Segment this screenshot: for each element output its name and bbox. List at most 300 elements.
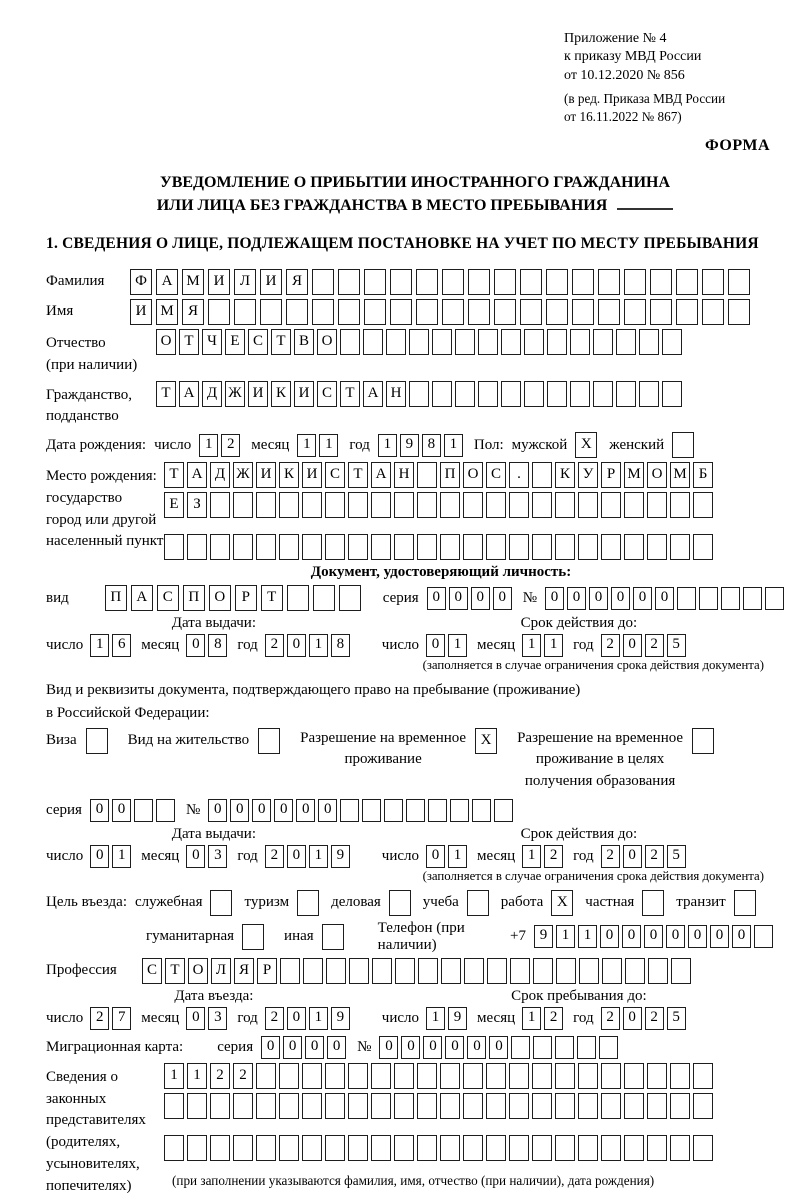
stay-issue-month-cells[interactable]	[186, 845, 230, 868]
char-cell[interactable]	[406, 799, 425, 822]
char-cell[interactable]	[417, 462, 437, 488]
char-cell[interactable]	[509, 534, 529, 560]
char-cell[interactable]: 0	[90, 845, 109, 868]
char-cell[interactable]: 1	[309, 1007, 328, 1030]
char-cell[interactable]	[440, 1063, 460, 1089]
birth-place-cells-row3[interactable]	[164, 534, 716, 560]
char-cell[interactable]: А	[131, 585, 153, 611]
char-cell[interactable]	[455, 381, 475, 407]
char-cell[interactable]: 3	[208, 1007, 227, 1030]
char-cell[interactable]	[416, 269, 438, 295]
char-cell[interactable]: 0	[287, 1007, 306, 1030]
char-cell[interactable]	[256, 1135, 276, 1161]
char-cell[interactable]: 0	[611, 587, 630, 610]
char-cell[interactable]	[532, 1093, 552, 1119]
issue-day-cells[interactable]	[90, 634, 134, 657]
char-cell[interactable]	[210, 492, 230, 518]
char-cell[interactable]: О	[209, 585, 231, 611]
char-cell[interactable]	[692, 728, 714, 754]
char-cell[interactable]: 0	[600, 925, 619, 948]
char-cell[interactable]: П	[440, 462, 460, 488]
char-cell[interactable]: 2	[601, 634, 620, 657]
char-cell[interactable]	[624, 1093, 644, 1119]
char-cell[interactable]: М	[156, 299, 178, 325]
char-cell[interactable]	[302, 534, 322, 560]
char-cell[interactable]	[394, 1063, 414, 1089]
char-cell[interactable]	[441, 958, 461, 984]
char-cell[interactable]	[395, 958, 415, 984]
char-cell[interactable]	[598, 299, 620, 325]
purpose-tourism-checkbox[interactable]	[297, 890, 323, 916]
char-cell[interactable]	[233, 534, 253, 560]
char-cell[interactable]: .	[509, 462, 529, 488]
char-cell[interactable]	[417, 534, 437, 560]
char-cell[interactable]: Л	[234, 269, 256, 295]
char-cell[interactable]	[390, 299, 412, 325]
temp-residence-checkbox[interactable]	[475, 728, 501, 754]
char-cell[interactable]: 1	[522, 1007, 541, 1030]
char-cell[interactable]	[364, 299, 386, 325]
char-cell[interactable]: Е	[225, 329, 245, 355]
char-cell[interactable]	[463, 1063, 483, 1089]
char-cell[interactable]	[134, 799, 153, 822]
char-cell[interactable]	[599, 1036, 618, 1059]
char-cell[interactable]: Т	[261, 585, 283, 611]
char-cell[interactable]	[676, 269, 698, 295]
entry-year-cells[interactable]	[265, 1007, 353, 1030]
representatives-cells-row1[interactable]	[164, 1063, 716, 1089]
char-cell[interactable]	[256, 1063, 276, 1089]
char-cell[interactable]: 0	[305, 1036, 324, 1059]
char-cell[interactable]: 8	[422, 434, 441, 457]
char-cell[interactable]: 0	[567, 587, 586, 610]
stay-number-cells[interactable]	[208, 799, 516, 822]
char-cell[interactable]: 0	[379, 1036, 398, 1059]
char-cell[interactable]: 0	[287, 634, 306, 657]
char-cell[interactable]	[486, 492, 506, 518]
char-cell[interactable]: 0	[545, 587, 564, 610]
char-cell[interactable]	[338, 269, 360, 295]
char-cell[interactable]	[313, 585, 335, 611]
char-cell[interactable]: О	[647, 462, 667, 488]
char-cell[interactable]	[555, 534, 575, 560]
purpose-official-checkbox[interactable]	[210, 890, 236, 916]
char-cell[interactable]: 2	[601, 1007, 620, 1030]
expiry-year-cells[interactable]	[601, 634, 689, 657]
char-cell[interactable]: 0	[622, 925, 641, 948]
char-cell[interactable]: С	[317, 381, 337, 407]
char-cell[interactable]: П	[183, 585, 205, 611]
char-cell[interactable]	[303, 958, 323, 984]
char-cell[interactable]: 1	[522, 634, 541, 657]
char-cell[interactable]	[624, 269, 646, 295]
char-cell[interactable]	[532, 492, 552, 518]
char-cell[interactable]: 9	[534, 925, 553, 948]
char-cell[interactable]: Я	[182, 299, 204, 325]
char-cell[interactable]: 0	[644, 925, 663, 948]
char-cell[interactable]	[486, 1063, 506, 1089]
char-cell[interactable]: 8	[208, 634, 227, 657]
char-cell[interactable]: С	[248, 329, 268, 355]
char-cell[interactable]: 1	[90, 634, 109, 657]
char-cell[interactable]	[624, 1135, 644, 1161]
char-cell[interactable]: Б	[693, 462, 713, 488]
char-cell[interactable]	[616, 381, 636, 407]
char-cell[interactable]	[578, 1063, 598, 1089]
char-cell[interactable]	[693, 534, 713, 560]
char-cell[interactable]: 2	[210, 1063, 230, 1089]
char-cell[interactable]: П	[105, 585, 127, 611]
char-cell[interactable]	[210, 1135, 230, 1161]
char-cell[interactable]: 0	[427, 587, 446, 610]
char-cell[interactable]: 0	[186, 1007, 205, 1030]
char-cell[interactable]	[371, 534, 391, 560]
char-cell[interactable]: А	[179, 381, 199, 407]
char-cell[interactable]: 0	[623, 845, 642, 868]
char-cell[interactable]: К	[555, 462, 575, 488]
char-cell[interactable]: Т	[156, 381, 176, 407]
char-cell[interactable]: 0	[426, 634, 445, 657]
phone-cells[interactable]	[534, 925, 776, 948]
char-cell[interactable]: 0	[688, 925, 707, 948]
char-cell[interactable]	[509, 492, 529, 518]
char-cell[interactable]: 2	[265, 1007, 284, 1030]
char-cell[interactable]	[417, 1135, 437, 1161]
char-cell[interactable]	[233, 1135, 253, 1161]
char-cell[interactable]	[384, 799, 403, 822]
char-cell[interactable]	[348, 1135, 368, 1161]
char-cell[interactable]	[570, 381, 590, 407]
char-cell[interactable]: Д	[210, 462, 230, 488]
char-cell[interactable]	[520, 269, 542, 295]
char-cell[interactable]: 5	[667, 634, 686, 657]
entry-month-cells[interactable]	[186, 1007, 230, 1030]
char-cell[interactable]	[348, 1063, 368, 1089]
char-cell[interactable]	[302, 492, 322, 518]
char-cell[interactable]	[647, 1093, 667, 1119]
stay-expiry-year-cells[interactable]	[601, 845, 689, 868]
char-cell[interactable]	[280, 958, 300, 984]
char-cell[interactable]	[670, 1063, 690, 1089]
char-cell[interactable]: 1	[544, 634, 563, 657]
char-cell[interactable]	[463, 492, 483, 518]
char-cell[interactable]	[325, 1063, 345, 1089]
char-cell[interactable]: Т	[179, 329, 199, 355]
char-cell[interactable]: Т	[271, 329, 291, 355]
char-cell[interactable]	[440, 1135, 460, 1161]
char-cell[interactable]	[468, 269, 490, 295]
char-cell[interactable]: М	[670, 462, 690, 488]
char-cell[interactable]: 3	[208, 845, 227, 868]
char-cell[interactable]	[693, 1093, 713, 1119]
birth-day-cells[interactable]	[199, 434, 243, 457]
edu-residence-checkbox[interactable]	[692, 728, 718, 754]
char-cell[interactable]: И	[256, 462, 276, 488]
char-cell[interactable]	[440, 534, 460, 560]
char-cell[interactable]	[765, 587, 784, 610]
stay-expiry-month-cells[interactable]	[522, 845, 566, 868]
char-cell[interactable]	[279, 1093, 299, 1119]
birth-place-cells-row2[interactable]	[164, 492, 716, 518]
char-cell[interactable]	[486, 534, 506, 560]
char-cell[interactable]: Т	[165, 958, 185, 984]
char-cell[interactable]	[325, 1135, 345, 1161]
char-cell[interactable]	[242, 924, 264, 950]
char-cell[interactable]	[156, 799, 175, 822]
char-cell[interactable]	[478, 381, 498, 407]
char-cell[interactable]	[394, 492, 414, 518]
char-cell[interactable]: 2	[544, 845, 563, 868]
char-cell[interactable]	[647, 492, 667, 518]
char-cell[interactable]	[432, 329, 452, 355]
char-cell[interactable]: 1	[444, 434, 463, 457]
char-cell[interactable]: С	[486, 462, 506, 488]
char-cell[interactable]: 0	[449, 587, 468, 610]
char-cell[interactable]	[464, 958, 484, 984]
char-cell[interactable]	[671, 958, 691, 984]
residence-permit-checkbox[interactable]	[258, 728, 284, 754]
char-cell[interactable]	[279, 1063, 299, 1089]
char-cell[interactable]: 2	[265, 634, 284, 657]
char-cell[interactable]	[442, 269, 464, 295]
char-cell[interactable]: 0	[710, 925, 729, 948]
char-cell[interactable]: Т	[164, 462, 184, 488]
char-cell[interactable]	[287, 585, 309, 611]
char-cell[interactable]: С	[325, 462, 345, 488]
char-cell[interactable]	[302, 1093, 322, 1119]
char-cell[interactable]: 0	[423, 1036, 442, 1059]
char-cell[interactable]	[555, 492, 575, 518]
char-cell[interactable]	[601, 492, 621, 518]
char-cell[interactable]	[501, 329, 521, 355]
char-cell[interactable]: У	[578, 462, 598, 488]
char-cell[interactable]	[672, 432, 694, 458]
char-cell[interactable]	[743, 587, 762, 610]
char-cell[interactable]: 0	[732, 925, 751, 948]
char-cell[interactable]	[578, 1135, 598, 1161]
char-cell[interactable]: 0	[112, 799, 131, 822]
char-cell[interactable]: А	[371, 462, 391, 488]
char-cell[interactable]: 0	[287, 845, 306, 868]
mc-series-cells[interactable]	[261, 1036, 349, 1059]
char-cell[interactable]: 0	[90, 799, 109, 822]
char-cell[interactable]: 2	[544, 1007, 563, 1030]
char-cell[interactable]	[187, 1135, 207, 1161]
mc-number-cells[interactable]	[379, 1036, 621, 1059]
char-cell[interactable]	[371, 1135, 391, 1161]
char-cell[interactable]	[362, 799, 381, 822]
citizenship-cells[interactable]	[156, 381, 685, 407]
expiry-month-cells[interactable]	[522, 634, 566, 657]
char-cell[interactable]	[394, 1135, 414, 1161]
birth-month-cells[interactable]	[297, 434, 341, 457]
char-cell[interactable]: 1	[319, 434, 338, 457]
char-cell[interactable]	[486, 1135, 506, 1161]
char-cell[interactable]	[416, 299, 438, 325]
char-cell[interactable]	[463, 534, 483, 560]
visa-checkbox[interactable]	[86, 728, 112, 754]
stay-until-year-cells[interactable]	[601, 1007, 689, 1030]
char-cell[interactable]	[699, 587, 718, 610]
char-cell[interactable]	[670, 1135, 690, 1161]
char-cell[interactable]	[409, 329, 429, 355]
char-cell[interactable]	[363, 329, 383, 355]
char-cell[interactable]	[702, 299, 724, 325]
char-cell[interactable]	[578, 492, 598, 518]
char-cell[interactable]: Л	[211, 958, 231, 984]
char-cell[interactable]: И	[208, 269, 230, 295]
purpose-other-checkbox[interactable]	[322, 924, 348, 950]
char-cell[interactable]	[348, 492, 368, 518]
char-cell[interactable]	[670, 1093, 690, 1119]
char-cell[interactable]	[325, 492, 345, 518]
char-cell[interactable]: 1	[112, 845, 131, 868]
char-cell[interactable]	[348, 534, 368, 560]
char-cell[interactable]	[578, 534, 598, 560]
expiry-day-cells[interactable]	[426, 634, 470, 657]
char-cell[interactable]	[467, 890, 489, 916]
char-cell[interactable]: 6	[112, 634, 131, 657]
purpose-work-checkbox[interactable]	[551, 890, 577, 916]
char-cell[interactable]	[322, 924, 344, 950]
char-cell[interactable]: 0	[283, 1036, 302, 1059]
stay-until-day-cells[interactable]	[426, 1007, 470, 1030]
char-cell[interactable]	[662, 329, 682, 355]
char-cell[interactable]: 2	[645, 1007, 664, 1030]
char-cell[interactable]	[624, 299, 646, 325]
char-cell[interactable]	[390, 269, 412, 295]
char-cell[interactable]	[647, 534, 667, 560]
char-cell[interactable]: 1	[556, 925, 575, 948]
char-cell[interactable]	[210, 1093, 230, 1119]
char-cell[interactable]	[532, 1135, 552, 1161]
char-cell[interactable]	[648, 958, 668, 984]
char-cell[interactable]: Ч	[202, 329, 222, 355]
char-cell[interactable]: 0	[186, 634, 205, 657]
char-cell[interactable]	[547, 329, 567, 355]
char-cell[interactable]: А	[187, 462, 207, 488]
char-cell[interactable]: 2	[601, 845, 620, 868]
char-cell[interactable]	[511, 1036, 530, 1059]
issue-year-cells[interactable]	[265, 634, 353, 657]
char-cell[interactable]	[432, 381, 452, 407]
char-cell[interactable]: 0	[252, 799, 271, 822]
char-cell[interactable]	[326, 958, 346, 984]
identity-kind-cells[interactable]	[105, 585, 365, 611]
char-cell[interactable]	[417, 492, 437, 518]
char-cell[interactable]	[210, 534, 230, 560]
char-cell[interactable]	[234, 299, 256, 325]
char-cell[interactable]: Р	[235, 585, 257, 611]
surname-cells[interactable]	[130, 269, 754, 295]
char-cell[interactable]: 0	[489, 1036, 508, 1059]
char-cell[interactable]: Д	[202, 381, 222, 407]
char-cell[interactable]: З	[187, 492, 207, 518]
char-cell[interactable]	[486, 1093, 506, 1119]
char-cell[interactable]: И	[130, 299, 152, 325]
char-cell[interactable]: 0	[467, 1036, 486, 1059]
purpose-private-checkbox[interactable]	[642, 890, 668, 916]
char-cell[interactable]	[601, 1093, 621, 1119]
char-cell[interactable]: А	[363, 381, 383, 407]
char-cell[interactable]: 0	[230, 799, 249, 822]
char-cell[interactable]: 1	[448, 845, 467, 868]
profession-cells[interactable]	[142, 958, 694, 984]
char-cell[interactable]	[164, 534, 184, 560]
char-cell[interactable]: 0	[655, 587, 674, 610]
char-cell[interactable]: О	[463, 462, 483, 488]
char-cell[interactable]	[662, 381, 682, 407]
char-cell[interactable]	[572, 269, 594, 295]
char-cell[interactable]	[233, 1093, 253, 1119]
char-cell[interactable]	[642, 890, 664, 916]
char-cell[interactable]: Р	[257, 958, 277, 984]
stay-issue-day-cells[interactable]	[90, 845, 134, 868]
char-cell[interactable]	[440, 492, 460, 518]
char-cell[interactable]	[417, 1093, 437, 1119]
char-cell[interactable]: 0	[274, 799, 293, 822]
char-cell[interactable]: Н	[394, 462, 414, 488]
char-cell[interactable]: 0	[666, 925, 685, 948]
char-cell[interactable]: К	[279, 462, 299, 488]
char-cell[interactable]: 1	[309, 634, 328, 657]
char-cell[interactable]: Н	[386, 381, 406, 407]
char-cell[interactable]	[650, 299, 672, 325]
char-cell[interactable]: 9	[331, 1007, 350, 1030]
char-cell[interactable]	[624, 1063, 644, 1089]
representatives-cells-row2[interactable]	[164, 1093, 716, 1119]
char-cell[interactable]	[670, 492, 690, 518]
char-cell[interactable]: 7	[112, 1007, 131, 1030]
char-cell[interactable]	[625, 958, 645, 984]
stay-issue-year-cells[interactable]	[265, 845, 353, 868]
char-cell[interactable]	[509, 1063, 529, 1089]
purpose-business-checkbox[interactable]	[389, 890, 415, 916]
char-cell[interactable]: X	[475, 728, 497, 754]
char-cell[interactable]	[509, 1093, 529, 1119]
char-cell[interactable]: И	[302, 462, 322, 488]
stay-series-cells[interactable]	[90, 799, 178, 822]
issue-month-cells[interactable]	[186, 634, 230, 657]
char-cell[interactable]	[570, 329, 590, 355]
char-cell[interactable]	[702, 269, 724, 295]
char-cell[interactable]	[734, 890, 756, 916]
char-cell[interactable]: 2	[645, 845, 664, 868]
char-cell[interactable]	[364, 269, 386, 295]
char-cell[interactable]	[472, 799, 491, 822]
char-cell[interactable]: 0	[208, 799, 227, 822]
char-cell[interactable]	[601, 1063, 621, 1089]
char-cell[interactable]	[555, 1093, 575, 1119]
char-cell[interactable]	[256, 492, 276, 518]
char-cell[interactable]: Т	[348, 462, 368, 488]
char-cell[interactable]	[389, 890, 411, 916]
birth-year-cells[interactable]	[378, 434, 466, 457]
char-cell[interactable]	[86, 728, 108, 754]
char-cell[interactable]	[602, 958, 622, 984]
char-cell[interactable]	[494, 799, 513, 822]
char-cell[interactable]	[233, 492, 253, 518]
char-cell[interactable]	[210, 890, 232, 916]
char-cell[interactable]	[546, 299, 568, 325]
char-cell[interactable]: 0	[623, 1007, 642, 1030]
char-cell[interactable]: 0	[426, 845, 445, 868]
char-cell[interactable]: 0	[623, 634, 642, 657]
char-cell[interactable]	[442, 299, 464, 325]
char-cell[interactable]: 9	[331, 845, 350, 868]
char-cell[interactable]: 1	[199, 434, 218, 457]
char-cell[interactable]	[532, 1063, 552, 1089]
